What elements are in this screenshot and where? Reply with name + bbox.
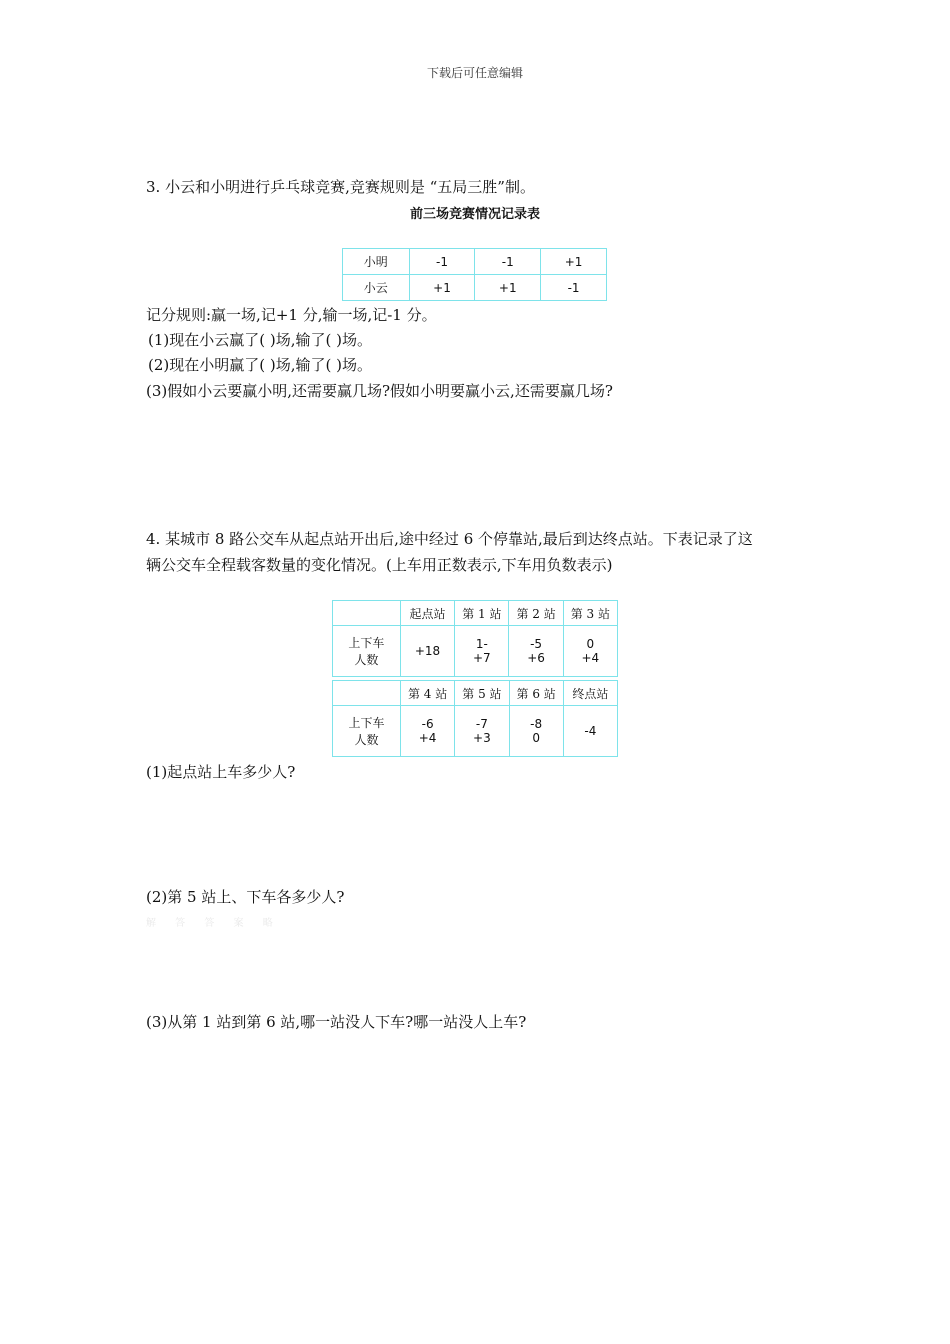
q3-sub3: (3)假如小云要赢小明,还需要赢几场?假如小明要赢小云,还需要赢几场? xyxy=(146,382,613,400)
on-count: +6 xyxy=(527,651,545,665)
score-cell: +1 xyxy=(541,249,607,275)
q4-bus-table-part1 xyxy=(332,600,618,677)
off-count: -5 xyxy=(530,637,543,651)
station-cell xyxy=(400,706,454,757)
on-count: +4 xyxy=(581,651,600,665)
station-header: 第 3 站 xyxy=(563,601,617,626)
score-cell: +1 xyxy=(475,275,541,301)
table-row xyxy=(333,601,618,626)
on-count: +7 xyxy=(473,651,491,665)
station-cell xyxy=(509,706,563,757)
q3-intro: 3. 小云和小明进行乒乓球竞赛,竞赛规则是 “五局三胜”制。 xyxy=(146,178,535,196)
station-header: 终点站 xyxy=(563,681,617,706)
station-cell xyxy=(455,626,509,677)
row-label-line2: 人数 xyxy=(354,733,379,747)
station-header: 第 1 站 xyxy=(455,601,509,626)
q4-intro-line1: 4. 某城市 8 路公交车从起点站开出后,途中经过 6 个停靠站,最后到达终点站。下表记录了这 xyxy=(146,530,753,548)
q4-sub3: (3)从第 1 站到第 6 站,哪一站没人下车?哪一站没人上车? xyxy=(146,1013,527,1031)
start-value: +18 xyxy=(400,626,454,677)
q3-table-title: 前三场竞赛情况记录表 xyxy=(409,207,540,222)
table-row xyxy=(343,275,607,301)
row-label-line1: 上下车 xyxy=(348,636,385,650)
score-cell: +1 xyxy=(409,275,475,301)
station-cell xyxy=(509,626,563,677)
player-name: 小云 xyxy=(343,275,410,301)
table-row xyxy=(343,249,607,275)
corner-cell xyxy=(333,601,401,626)
off-count: 0 xyxy=(586,637,595,651)
score-cell: -1 xyxy=(409,249,475,275)
off-count: -6 xyxy=(421,717,434,731)
row-label xyxy=(333,626,401,677)
end-value: -4 xyxy=(563,706,617,757)
q3-sub1: (1)现在小云赢了( )场,输了( )场。 xyxy=(148,331,372,349)
on-count: +3 xyxy=(473,731,491,745)
player-name: 小明 xyxy=(343,249,410,275)
q4-sub1: (1)起点站上车多少人? xyxy=(146,763,296,781)
station-header: 第 6 站 xyxy=(509,681,563,706)
q4-sub2: (2)第 5 站上、下车各多少人? xyxy=(146,888,345,906)
q4-intro-line2: 辆公交车全程载客数量的变化情况。(上车用正数表示,下车用负数表示) xyxy=(146,556,613,574)
score-cell: -1 xyxy=(541,275,607,301)
on-count: +4 xyxy=(418,731,437,745)
q4-bus-table-part2 xyxy=(332,680,618,757)
station-header: 第 5 站 xyxy=(455,681,509,706)
station-header: 起点站 xyxy=(400,601,454,626)
off-count: 1- xyxy=(475,637,488,651)
page-header: 下载后可任意编辑 xyxy=(426,66,523,80)
corner-cell xyxy=(333,681,401,706)
row-label-line2: 人数 xyxy=(354,653,379,667)
q3-sub2: (2)现在小明赢了( )场,输了( )场。 xyxy=(148,356,372,374)
table-row xyxy=(333,706,618,757)
off-count: -8 xyxy=(530,717,543,731)
off-count: -7 xyxy=(475,717,488,731)
q3-score-table xyxy=(342,248,607,301)
row-label xyxy=(333,706,401,757)
table-row xyxy=(333,681,618,706)
q3-rule: 记分规则:赢一场,记+1 分,输一场,记-1 分。 xyxy=(146,306,437,324)
station-header: 第 2 站 xyxy=(509,601,563,626)
station-header: 第 4 站 xyxy=(400,681,454,706)
station-cell xyxy=(563,626,617,677)
table-row xyxy=(333,626,618,677)
score-cell: -1 xyxy=(475,249,541,275)
q4-sub2-faint-note: 解 答 答 案 略 xyxy=(146,918,281,929)
station-cell xyxy=(455,706,509,757)
row-label-line1: 上下车 xyxy=(348,716,385,730)
on-count: 0 xyxy=(532,731,540,745)
